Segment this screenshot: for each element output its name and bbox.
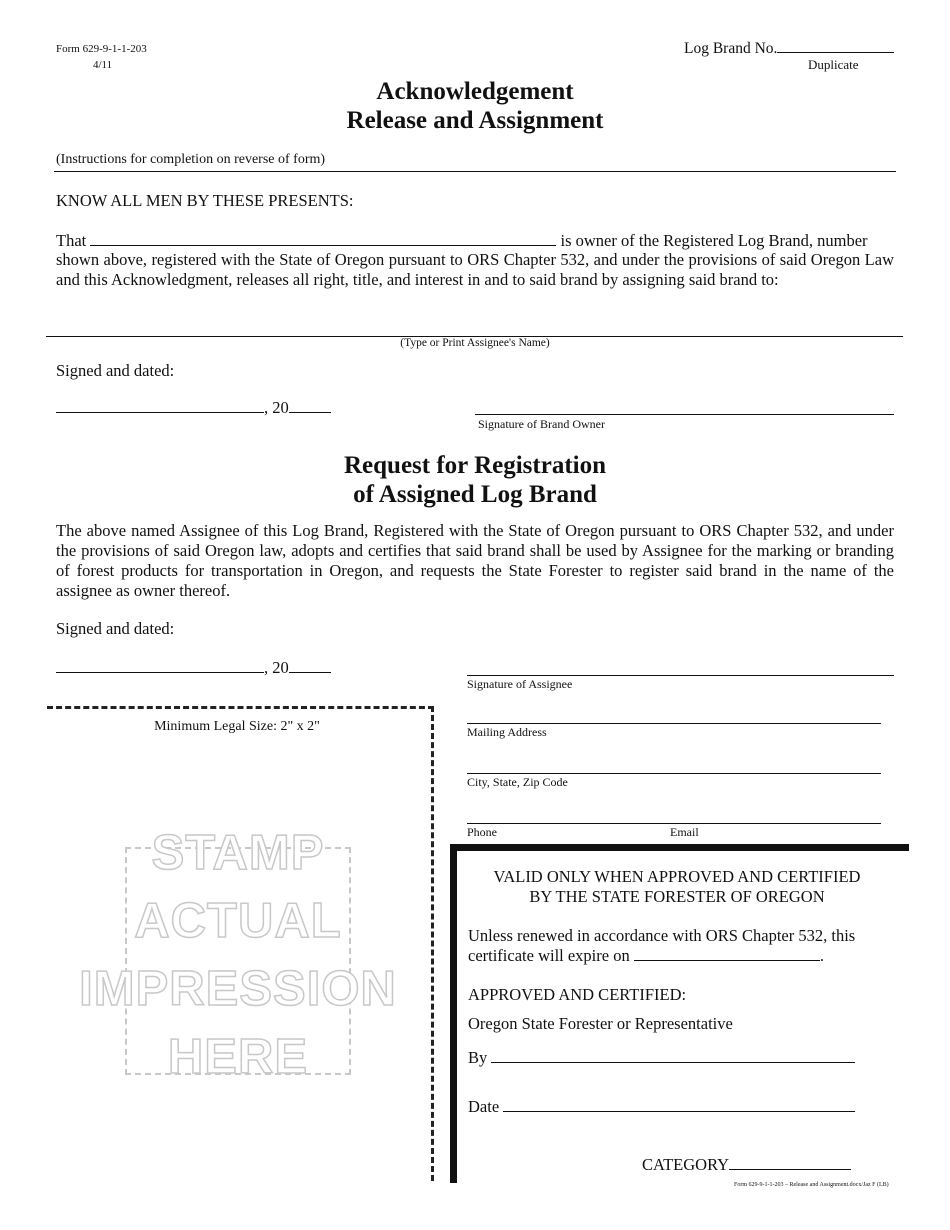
stamp-text-line-2: ACTUAL — [134, 894, 342, 948]
category-field[interactable] — [642, 1155, 851, 1175]
log-brand-label: Log Brand No. — [684, 40, 778, 57]
year-prefix-2: , 20 — [264, 658, 289, 677]
by-field[interactable] — [468, 1048, 855, 1068]
footer-file-note: Form 629-9-1-1-203 – Release and Assignment.docx/Jaz F (LB) — [734, 1182, 889, 1188]
request-date-field[interactable] — [56, 658, 331, 678]
know-all-heading: KNOW ALL MEN BY THESE PRESENTS: — [56, 191, 354, 210]
form-number: Form 629-9-1-1-203 — [56, 43, 147, 55]
city-state-zip-label: City, State, Zip Code — [467, 775, 568, 789]
that-word: That — [56, 231, 87, 250]
signed-dated-label-1: Signed and dated: — [56, 361, 175, 380]
signed-dated-label-2: Signed and dated: — [56, 619, 175, 638]
approval-box — [450, 844, 909, 1183]
owner-signature-label: Signature of Brand Owner — [478, 417, 605, 431]
stamp-text-line-1: STAMP — [151, 826, 325, 880]
approved-certified-heading: APPROVED AND CERTIFIED: — [468, 985, 687, 1004]
assignee-signature-field[interactable] — [467, 675, 894, 676]
log-brand-number-field[interactable] — [684, 38, 894, 58]
section2-title-line2: of Assigned Log Brand — [353, 481, 597, 508]
owner-signature-field[interactable] — [475, 414, 894, 415]
valid-notice-line2: BY THE STATE FORESTER OF OREGON — [529, 887, 825, 906]
release-paragraph: shown above, registered with the State of Oregon pursuant to ORS Chapter 532, and under the provisions of said Oregon Law and this Acknowledgment, releases all right, title, and interest in and to said brand by assigning said brand to: — [56, 250, 894, 289]
valid-notice-line1: VALID ONLY WHEN APPROVED AND CERTIFIED — [493, 867, 861, 886]
email-label: Email — [670, 825, 699, 839]
stamp-size-label: Minimum Legal Size: 2" x 2" — [154, 719, 320, 734]
by-label: By — [468, 1048, 488, 1067]
owner-statement — [56, 231, 894, 251]
category-label: CATEGORY — [642, 1155, 730, 1174]
forester-label: Oregon State Forester or Representative — [468, 1014, 733, 1033]
stamp-text-line-4: HERE — [167, 1030, 309, 1084]
owner-name-field[interactable] — [90, 231, 556, 246]
renewal-line2 — [468, 946, 824, 966]
expire-period: . — [819, 946, 824, 965]
renewal-line1: Unless renewed in accordance with ORS Chapter 532, this — [468, 926, 856, 945]
instructions-note: (Instructions for completion on reverse of form) — [56, 152, 326, 167]
stamp-placeholder-text — [47, 819, 429, 1091]
assignee-signature-label: Signature of Assignee — [467, 677, 573, 691]
expire-label: certificate will expire on — [468, 946, 630, 965]
phone-label: Phone — [467, 825, 497, 839]
approval-date-field[interactable] — [468, 1097, 855, 1117]
header-divider — [54, 171, 896, 172]
stamp-box[interactable] — [47, 706, 434, 1181]
year-prefix-1: , 20 — [264, 398, 289, 417]
mailing-address-label: Mailing Address — [467, 725, 547, 739]
assignee-name-label: (Type or Print Assignee's Name) — [400, 337, 550, 349]
form-date: 4/11 — [93, 59, 113, 71]
expiration-date-field[interactable] — [634, 946, 820, 961]
mailing-address-field[interactable] — [467, 723, 881, 724]
stamp-text-line-3: IMPRESSION — [79, 962, 397, 1016]
phone-email-field[interactable] — [467, 823, 881, 824]
section1-title-line1: Acknowledgement — [376, 78, 574, 105]
copy-type-label: Duplicate — [808, 57, 859, 72]
request-paragraph: The above named Assignee of this Log Brand, Registered with the State of Oregon pursuant to ORS Chapter 532, and under the provisions of said Oregon law, adopts and certifies that said brand shall be used by Assignee for the marking or branding of forest products for transportation in Oregon, and requests the State Forester to register said brand in the name of the assignee as owner thereof. — [56, 521, 894, 600]
section2-title-line1: Request for Registration — [344, 452, 606, 479]
date-label: Date — [468, 1097, 500, 1116]
release-date-field[interactable] — [56, 398, 331, 418]
section1-title-line2: Release and Assignment — [346, 107, 604, 134]
city-state-zip-field[interactable] — [467, 773, 881, 774]
owner-statement-rest: is owner of the Registered Log Brand, number — [560, 231, 868, 250]
